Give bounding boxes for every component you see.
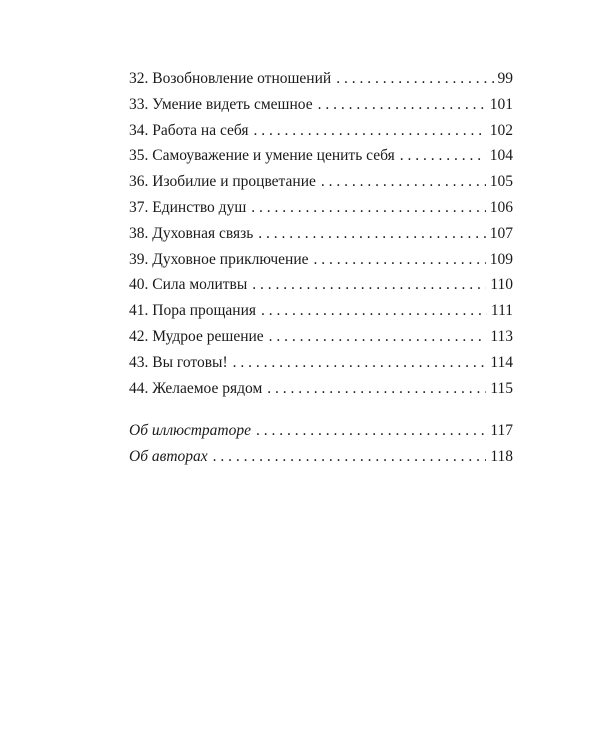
toc-entry-title: 34. Работа на себя: [129, 121, 249, 139]
toc-entry-page: 117: [490, 422, 513, 440]
toc-entry-page: 113: [490, 327, 513, 345]
toc-entry-page: 111: [490, 302, 513, 320]
dot-leader: [254, 118, 486, 144]
toc-entry-title: Об авторах: [129, 448, 208, 466]
toc-entry: [129, 350, 513, 376]
toc-entry: [129, 66, 513, 92]
toc-entry-page: 107: [489, 224, 513, 242]
dot-leader: [269, 324, 487, 350]
toc-entry-title: 41. Пора прощания: [129, 302, 257, 320]
dot-leader: [267, 376, 486, 402]
dot-leader: [233, 350, 487, 376]
toc-entry-page: 114: [490, 353, 513, 371]
toc-entry: [129, 221, 513, 247]
dot-leader: [251, 195, 485, 221]
toc-entry-title: 40. Сила молитвы: [129, 276, 248, 294]
toc-entry-title: 32. Возобновление отношений: [129, 70, 332, 87]
dot-leader: [256, 418, 486, 444]
dot-leader: [314, 247, 486, 273]
toc-entry: [129, 247, 513, 273]
toc-entry-title: 33. Умение видеть смешное: [129, 95, 313, 113]
toc-entry: [129, 118, 513, 144]
toc-entry: [129, 298, 513, 324]
toc-entry: [129, 195, 513, 221]
toc-entry: [129, 169, 513, 195]
dot-leader: [336, 66, 493, 92]
dot-leader: [258, 221, 485, 247]
dot-leader: [321, 169, 486, 195]
toc-entry: [129, 376, 513, 402]
toc-entry-page: 109: [489, 250, 513, 268]
toc-entry-page: 106: [489, 198, 513, 216]
toc-entry: [129, 143, 513, 169]
toc-entry-title: 38. Духовная связь: [129, 224, 254, 242]
toc-entry-title: 43. Вы готовы!: [129, 353, 228, 371]
toc-entry-page: 101: [489, 95, 513, 113]
toc-entry-back-matter: [129, 418, 513, 444]
toc-entry-page: 105: [489, 173, 513, 191]
toc-entry-page: 118: [490, 448, 513, 466]
toc-entry-title: 39. Духовное приключение: [129, 250, 309, 268]
toc-entry-page: 115: [490, 379, 513, 397]
toc-entry: [129, 92, 513, 118]
toc-entry-title: 44. Желаемое рядом: [129, 379, 263, 397]
dot-leader: [318, 92, 486, 118]
dot-leader: [400, 143, 486, 169]
toc-entry-title: Об иллюстраторе: [129, 422, 252, 440]
toc-entry-page: 104: [489, 147, 513, 165]
dot-leader: [213, 444, 487, 470]
toc-entry-title: 35. Самоуважение и умение ценить себя: [129, 147, 395, 165]
toc-entry-back-matter: [129, 444, 513, 470]
toc-entry-page: 102: [489, 121, 513, 139]
section-gap: [129, 401, 513, 418]
toc-entry-title: 37. Единство душ: [129, 198, 247, 216]
table-of-contents: [129, 66, 513, 470]
toc-entry-page: 99: [497, 70, 513, 87]
dot-leader: [261, 298, 487, 324]
toc-entry-title: 36. Изобилие и процветание: [129, 173, 316, 191]
dot-leader: [252, 272, 486, 298]
toc-entry-page: 110: [490, 276, 513, 294]
toc-entry: [129, 324, 513, 350]
toc-entry-title: 42. Мудрое решение: [129, 327, 264, 345]
toc-entry: [129, 272, 513, 298]
